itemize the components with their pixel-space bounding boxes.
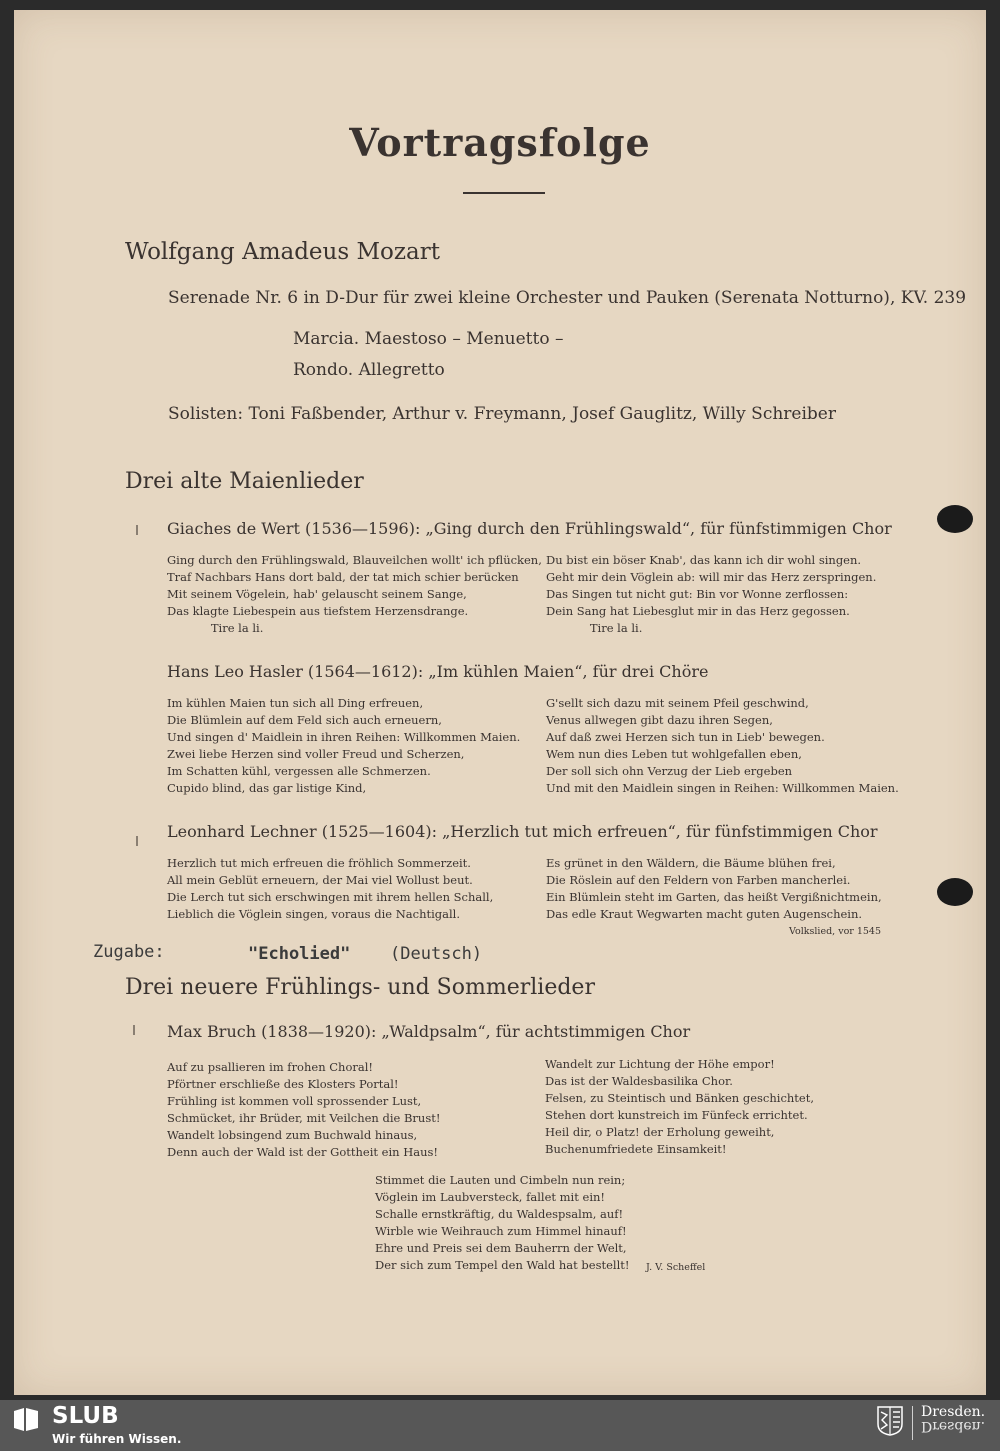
footer-separator bbox=[912, 1406, 913, 1440]
song-text-lechner-left: Herzlich tut mich erfreuen die fröhlich Sommerzeit. All mein Geblüt erneuern, der Mai viel Wollust beut. Die Lerch tut sich erschwingen mit ihrem hellen Schall, Lieblich die Vöglein singen, voraus die Nachtigall. bbox=[167, 856, 494, 921]
dresden-coat-of-arms-icon bbox=[877, 1406, 903, 1436]
song-heading-wert: Giaches de Wert (1536—1596): „Ging durch den Frühlingswald“, für fünfstimmigen Chor bbox=[167, 519, 892, 538]
song-text-bruch-left: Auf zu psallieren im frohen Choral! Pförtner erschließe des Klosters Portal! Frühling ist kommen voll sprossender Lust, Schmücket, ihr Brüder, mit Veilchen die Brust! Wandelt lobsingend zum Buchwald hinaus, Denn auch der Wald ist der Gottheit ein Haus! bbox=[167, 1060, 441, 1159]
pencil-mark bbox=[133, 1025, 135, 1035]
mozart-soloists: Solisten: Toni Faßbender, Arthur v. Freymann, Josef Gauglitz, Willy Schreiber bbox=[168, 404, 836, 424]
pencil-mark bbox=[136, 525, 138, 535]
footer-bar bbox=[0, 1400, 1000, 1451]
song-text-wert-right: Du bist ein böser Knab', das kann ich dir wohl singen. Geht mir dein Vöglein ab: will mir das Herz zerspringen. Das Singen tut nicht gut: Bin vor Wonne zerflossen: Dein Sang hat Liebesglut mir in das Herz gegossen. Tire la li. bbox=[546, 553, 877, 635]
song-text-bruch-center: Stimmet die Lauten und Cimbeln nun rein; Vöglein im Laubversteck, fallet mit ein! Schalle ernstkräftig, du Waldespsalm, auf! Wirble wie Weihrauch zum Himmel hinauf! Ehre und Preis sei dem Bauherrn der Welt, Der sich zum Tempel den Wald hat bestellt! bbox=[375, 1173, 630, 1272]
mozart-movements-1: Marcia. Maestoso – Menuetto – bbox=[293, 329, 564, 349]
mozart-work: Serenade Nr. 6 in D-Dur für zwei kleine Orchester und Pauken (Serenata Notturno), KV. 239 bbox=[168, 288, 967, 308]
song-text-bruch-right: Wandelt zur Lichtung der Höhe empor! Das ist der Waldesbasilika Chor. Felsen, zu Steintisch und Bänken geschichtet, Stehen dort kunstreich im Fünfeck errichtet. Heil dir, o Platz! der Erholung geweiht, Buchenumfriedete Einsamkeit! bbox=[545, 1057, 814, 1156]
song-text-lechner-right: Es grünet in den Wäldern, die Bäume blühen frei, Die Röslein auf den Feldern von Farben mancherlei. Ein Blümlein steht im Garten, das heißt Vergißnichtmein, Das edle Kraut Wegwarten macht guten Augenschein. bbox=[546, 856, 882, 921]
section-title-maienlieder: Drei alte Maienlieder bbox=[125, 469, 364, 494]
dresden-wordmark: Dresden. bbox=[921, 1404, 986, 1420]
song-credit-bruch: J. V. Scheffel bbox=[646, 1262, 706, 1273]
slub-name: SLUB bbox=[52, 1403, 119, 1429]
section-title-sommerlieder: Drei neuere Frühlings- und Sommerlieder bbox=[125, 975, 595, 1000]
punch-hole-top bbox=[937, 505, 973, 533]
slub-logo-icon bbox=[12, 1407, 40, 1433]
song-text-wert-left: Ging durch den Frühlingswald, Blauveilchen wollt' ich pflücken, Traf Nachbars Hans dort bald, der tat mich schier berücken Mit seinem Vögelein, hab' gelauscht seinem Sange, Das klagte Liebespein aus tiefstem Herzensdrange. Tire la li. bbox=[167, 553, 542, 635]
zugabe-title: "Echolied" bbox=[248, 944, 351, 964]
zugabe-label: Zugabe: bbox=[93, 942, 165, 962]
title-divider bbox=[463, 192, 545, 194]
song-heading-lechner: Leonhard Lechner (1525—1604): „Herzlich tut mich erfreuen“, für fünfstimmigen Chor bbox=[167, 822, 878, 841]
composer-mozart: Wolfgang Amadeus Mozart bbox=[125, 239, 440, 265]
song-heading-hasler: Hans Leo Hasler (1564—1612): „Im kühlen Maien“, für drei Chöre bbox=[167, 662, 709, 681]
song-text-hasler-right: G'sellt sich dazu mit seinem Pfeil geschwind, Venus allwegen gibt dazu ihren Segen, Auf daß zwei Herzen sich tun in Lieb' bewegen. Wem nun dies Leben tut wohlgefallen eben, Der soll sich ohn Verzug der Lieb ergeben Und mit den Maidlein singen in Reihen: Willkommen Maien. bbox=[546, 696, 899, 795]
page-title: Vortragsfolge bbox=[349, 120, 651, 165]
song-text-hasler-left: Im kühlen Maien tun sich all Ding erfreuen, Die Blümlein auf dem Feld sich auch erneuern, Und singen d' Maidlein in ihren Reihen: Willkommen Maien. Zwei liebe Herzen sind voller Freud und Scherzen, Im Schatten kühl, vergessen alle Schmerzen. Cupido blind, das gar listige Kind, bbox=[167, 696, 521, 795]
slub-tagline: Wir führen Wissen. bbox=[52, 1432, 182, 1446]
punch-hole-bottom bbox=[937, 878, 973, 906]
song-heading-bruch: Max Bruch (1838—1920): „Waldpsalm“, für achtstimmigen Chor bbox=[167, 1022, 691, 1041]
pencil-mark bbox=[136, 836, 138, 846]
mozart-movements-2: Rondo. Allegretto bbox=[293, 360, 445, 380]
dresden-wordmark-mirror: Dresden. bbox=[921, 1418, 986, 1434]
zugabe-language: (Deutsch) bbox=[390, 944, 483, 964]
song-credit-lechner: Volkslied, vor 1545 bbox=[789, 926, 882, 937]
